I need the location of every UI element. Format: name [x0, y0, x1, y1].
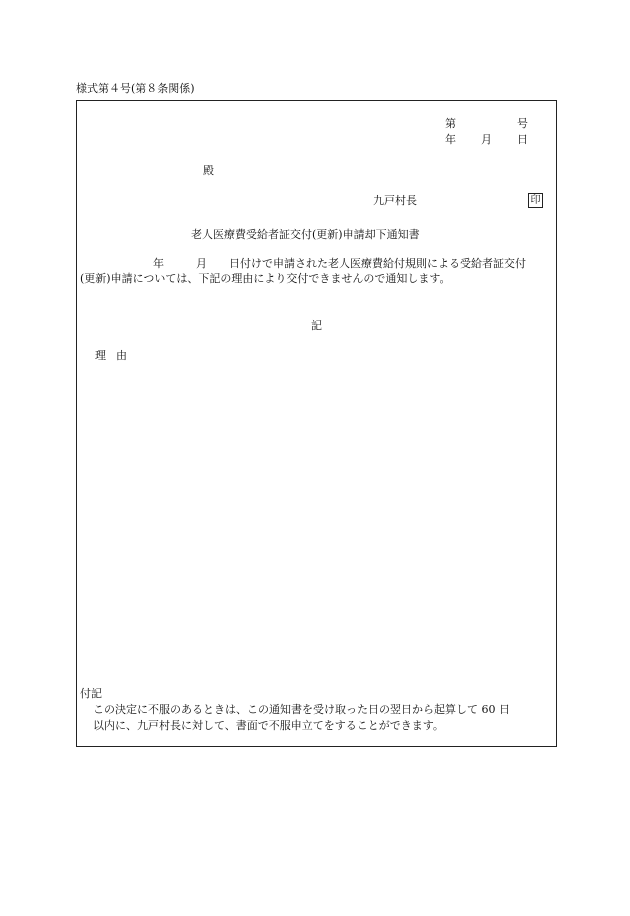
note-line-1: この決定に不服のあるときは、この通知書を受け取った日の翌日から起算して 60 日: [93, 703, 510, 716]
number-prefix: 第: [445, 117, 456, 130]
body-line-1: [153, 257, 526, 271]
date-month-label: 月: [481, 133, 492, 146]
form-label: 様式第４号(第８条関係): [76, 82, 195, 95]
body-line-1-text: 日付けで申請された老人医療費給付規則による受給者証交付: [229, 257, 526, 270]
body-month-label: 月: [196, 257, 207, 270]
number-suffix: 号: [517, 117, 528, 130]
issuer-name: 九戸村長: [373, 194, 417, 207]
body-year-label: 年: [153, 257, 164, 270]
document-title: 老人医療費受給者証交付(更新)申請却下通知書: [191, 228, 420, 241]
body-line-2: (更新)申請については、下記の理由により交付できませんので通知します。: [80, 272, 451, 285]
form-frame: [76, 100, 557, 747]
recipient-honorific: 殿: [203, 164, 214, 177]
date-year-label: 年: [445, 133, 456, 146]
reason-label: 理由: [95, 349, 137, 362]
ki-marker: 記: [311, 319, 322, 332]
seal-stamp: 印: [528, 193, 543, 208]
note-heading: 付記: [80, 687, 102, 700]
note-line-2: 以内に、九戸村長に対して、書面で不服申立てをすることができます。: [93, 719, 444, 732]
date-day-label: 日: [517, 133, 528, 146]
